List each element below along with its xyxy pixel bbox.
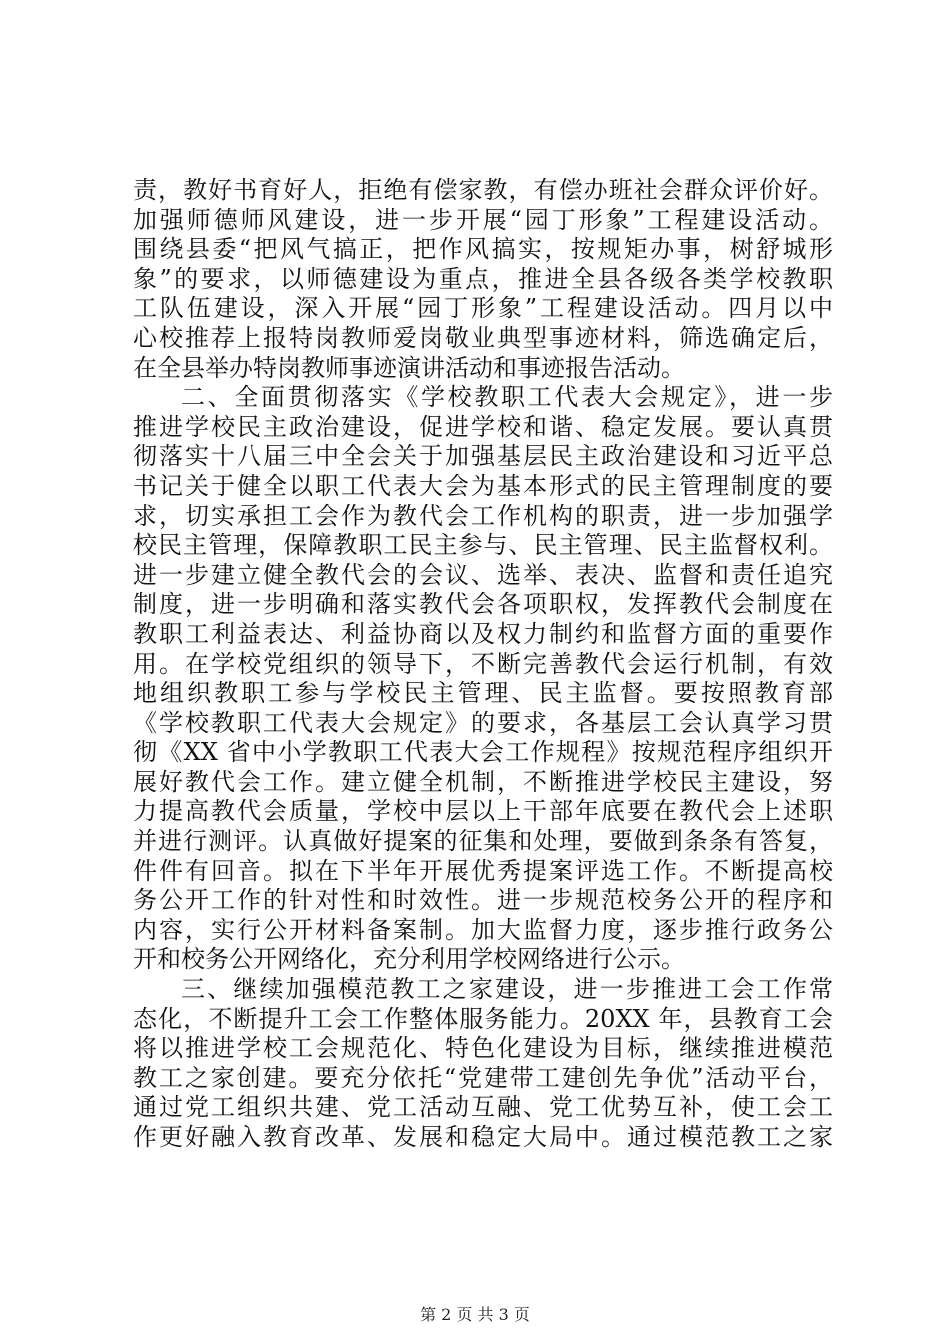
- text-line: 并进行测评。认真做好提案的征集和处理，要做到条条有答复，: [133, 827, 833, 856]
- text-line: 作更好融入教育改革、发展和稳定大局中。通过模范教工之家: [133, 1123, 833, 1151]
- text-line: 件件有回音。拟在下半年开展优秀提案评选工作。不断提高校: [133, 856, 833, 885]
- paragraph-start-line: 三、继续加强模范教工之家建设，进一步推进工会工作常: [181, 975, 833, 1004]
- text-line: 校民主管理，保障教职工民主参与、民主管理、民主监督权利。: [133, 531, 833, 560]
- text-line: 彻《XX 省中小学教职工代表大会工作规程》按规范程序组织开: [133, 738, 833, 767]
- text-line: 教职工利益表达、利益协商以及权力制约和监督方面的重要作: [133, 619, 833, 648]
- text-line: 进一步建立健全教代会的会议、选举、表决、监督和责任追究: [133, 560, 833, 589]
- text-line: 象”的要求，以师德建设为重点，推进全县各级各类学校教职: [133, 264, 833, 293]
- text-line: 《学校教职工代表大会规定》的要求，各基层工会认真学习贯: [133, 708, 833, 737]
- text-line: 围绕县委“把风气搞正，把作风搞实，按规矩办事，树舒城形: [133, 235, 833, 264]
- page-number-footer: 第 2 页 共 3 页: [420, 1305, 530, 1324]
- text-line: 制度，进一步明确和落实教代会各项职权，发挥教代会制度在: [133, 590, 833, 619]
- text-line: 推进学校民主政治建设，促进学校和谐、稳定发展。要认真贯: [133, 412, 833, 441]
- text-line: 心校推荐上报特岗教师爱岗敬业典型事迹材料，筛选确定后，: [133, 323, 833, 352]
- text-line: 在全县举办特岗教师事迹演讲活动和事迹报告活动。: [133, 353, 685, 382]
- text-line: 务公开工作的针对性和时效性。进一步规范校务公开的程序和: [133, 886, 833, 915]
- text-line: 将以推进学校工会规范化、特色化建设为目标，继续推进模范: [133, 1034, 833, 1063]
- text-line: 通过党工组织共建、党工活动互融、党工优势互补，使工会工: [133, 1093, 833, 1122]
- text-line: 展好教代会工作。建立健全机制，不断推进学校民主建设，努: [133, 767, 833, 796]
- text-line: 态化，不断提升工会工作整体服务能力。20XX 年，县教育工会: [133, 1004, 833, 1033]
- text-line: 责，教好书育好人，拒绝有偿家教，有偿办班社会群众评价好。: [133, 176, 833, 204]
- paragraph-start-line: 二、全面贯彻落实《学校教职工代表大会规定》，进一步: [181, 383, 833, 412]
- text-line: 开和校务公开网络化，充分利用学校网络进行公示。: [133, 945, 685, 974]
- text-line: 书记关于健全以职工代表大会为基本形式的民主管理制度的要: [133, 471, 833, 500]
- document-body: [133, 176, 833, 1153]
- text-line: 地组织教职工参与学校民主管理、民主监督。要按照教育部: [133, 679, 833, 708]
- text-line: 工队伍建设，深入开展“园丁形象”工程建设活动。四月以中: [133, 294, 833, 323]
- text-line: 教工之家创建。要充分依托“党建带工建创先争优”活动平台，: [133, 1063, 833, 1092]
- text-line: 彻落实十八届三中全会关于加强基层民主政治建设和习近平总: [133, 442, 833, 471]
- text-line: 求，切实承担工会作为教代会工作机构的职责，进一步加强学: [133, 501, 833, 530]
- text-line: 内容，实行公开材料备案制。加大监督力度，逐步推行政务公: [133, 915, 833, 944]
- text-line: 力提高教代会质量，学校中层以上干部年底要在教代会上述职: [133, 797, 833, 826]
- text-line: 加强师德师风建设，进一步开展“园丁形象”工程建设活动。: [133, 205, 833, 234]
- text-line: 用。在学校党组织的领导下，不断完善教代会运行机制，有效: [133, 649, 833, 678]
